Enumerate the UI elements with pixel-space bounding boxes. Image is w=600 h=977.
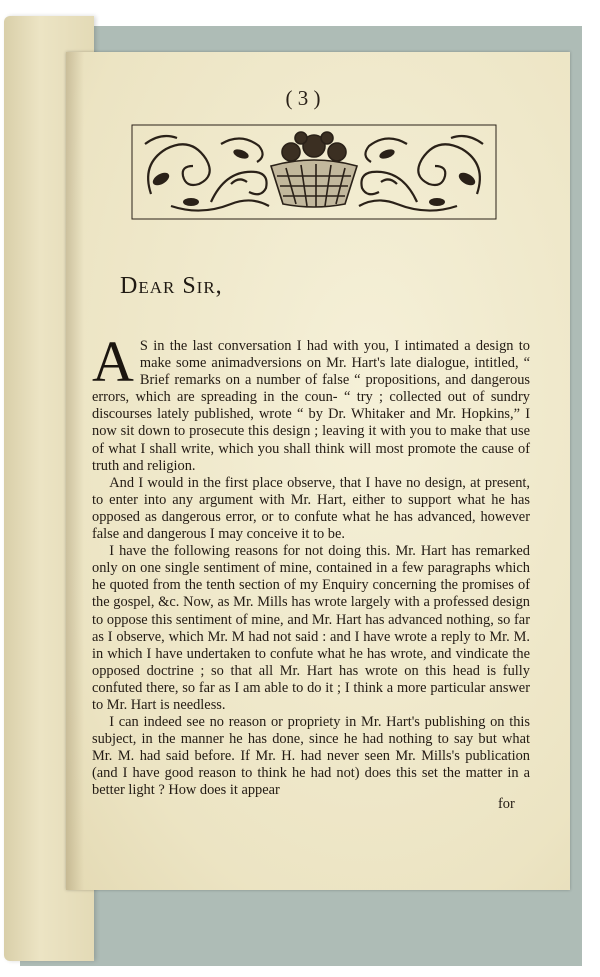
floral-basket-headpiece-icon: [131, 124, 497, 220]
paragraph-3: I have the following reasons for not doing this. Mr. Hart has remarked only on one single sentiment of mine, contained in a few paragraphs which he quoted from the tenth section of my Enquiry concerning the promises of the gospel, &c. Now, as Mr. Mills has wrote largely with a professed design to oppose this sentiment of mine, and Mr. Hart has advanced nothing, so far as I observe, which Mr. M had not said : and I have wrote a reply to Mr. M. in which I have undertaken to confute what he has wrote, and vindicate the opposed doctrine ; so that all Mr. Hart has wrote on this head is fully confuted there, so far as I am able to do it ; I think a more particular answer to Mr. Hart is needless.: [92, 543, 530, 713]
page-number: ( 3 ): [285, 86, 321, 110]
paragraph-2: And I would in the first place observe, that I have no design, at present, to enter into any argument with Mr. Hart, either to support what he has opposed as dangerous error, or to confute what he has advanced, however false and dangerous I may conceive it to be.: [92, 474, 530, 543]
salutation: Dear Sir,: [120, 273, 223, 299]
letter-body: [92, 329, 530, 800]
paragraph-4: I can indeed see no reason or propriety in Mr. Hart's publishing on this subject, in the manner he has done, since he had nothing to say but what Mr. M. had said before. If Mr. H. had never seen Mr. Mills's publication (and I have good reason to think he had not) does this set the matter in a better light ? How does it appear: [92, 714, 530, 799]
catchword: for: [498, 796, 515, 812]
page-gutter-shadow: [66, 52, 84, 890]
paragraph-1: A S in the last conversation I had with you, I intimated a design to make some animadversions on Mr. Hart's late dialogue, intitled, “ Brief remarks on a number of false “ propositions, and dangerous errors, which are spreading in the coun- “ try ; collected out of sundry discourses lately published, wrote “ by Dr. Whitaker and Mr. Hopkins,” I now sit down to prosecute this design ; leaving it with you to make that use of what I shall write, which you shall think will most promote the cause of truth and religion.: [92, 329, 530, 474]
drop-cap: A: [92, 329, 134, 394]
